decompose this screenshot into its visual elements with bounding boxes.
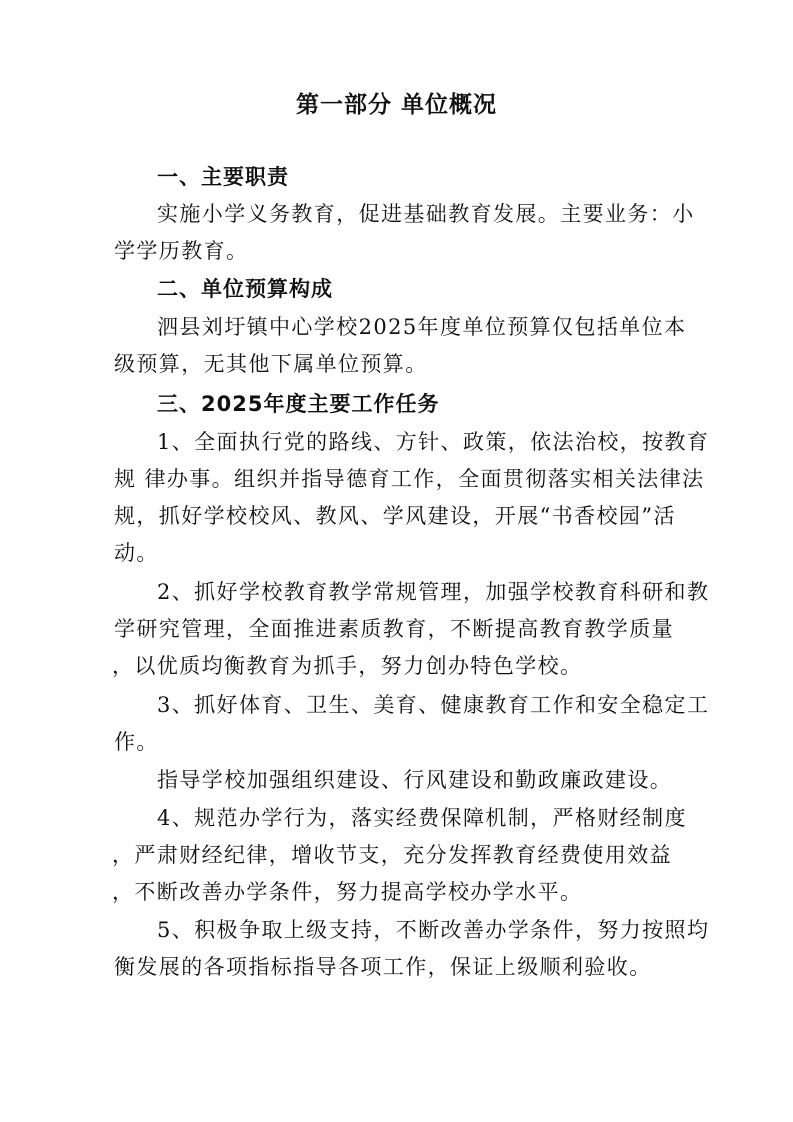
task-item-2-line: 学研究管理，全面推进素质教育，不断提高教育教学质量	[114, 617, 674, 641]
section-heading-budget: 二、单位预算构成	[157, 277, 333, 301]
task-item-3-line: 3、抓好体育、卫生、美育、健康教育工作和安全稳定工	[157, 693, 710, 717]
task-item-5-line: 5、积极争取上级支持，不断改善办学条件，努力按照均	[157, 918, 710, 942]
task-item-1-line: 规 律办事。组织并指导德育工作，全面贯彻落实相关法律法	[114, 467, 705, 491]
task-item-2-line: 2、抓好学校教育教学常规管理，加强学校教育科研和教	[157, 580, 710, 604]
paragraph-line: 实施小学义务教育，促进基础教育发展。主要业务：小	[157, 202, 695, 226]
section-heading-duties: 一、主要职责	[157, 165, 289, 189]
task-item-3-line: 作。	[114, 730, 159, 754]
task-item-1-line: 1、全面执行党的路线、方针、政策，依法治校，按教育	[157, 430, 710, 454]
task-item-1-line: 动。	[114, 541, 159, 565]
task-item-4-line: 4、规范办学行为，落实经费保障机制，严格财经制度	[157, 806, 687, 830]
task-item-2-line: ，以优质均衡教育为抓手，努力创办特色学校。	[112, 654, 583, 678]
task-item-5-line: 衡发展的各项指标指导各项工作，保证上级顺利验收。	[114, 955, 652, 979]
task-item-1-line: 规，抓好学校校风、教风、学风建设，开展“书香校园”活	[114, 504, 676, 528]
paragraph-line: 级预算，无其他下属单位预算。	[114, 352, 428, 376]
task-item-4-line: ，不断改善办学条件，努力提高学校办学水平。	[112, 880, 583, 904]
section-heading-tasks: 三、2025年度主要工作任务	[157, 392, 440, 416]
task-item-3b-line: 指导学校加强组织建设、行风建设和勤政廉政建设。	[157, 768, 673, 792]
task-item-4-line: ，严肃财经纪律，增收节支，充分发挥教育经费使用效益	[112, 843, 672, 867]
page-title: 第一部分 单位概况	[295, 92, 497, 118]
paragraph-line: 泗县刘圩镇中心学校2025年度单位预算仅包括单位本	[157, 315, 687, 339]
paragraph-line: 学学历教育。	[114, 239, 249, 263]
